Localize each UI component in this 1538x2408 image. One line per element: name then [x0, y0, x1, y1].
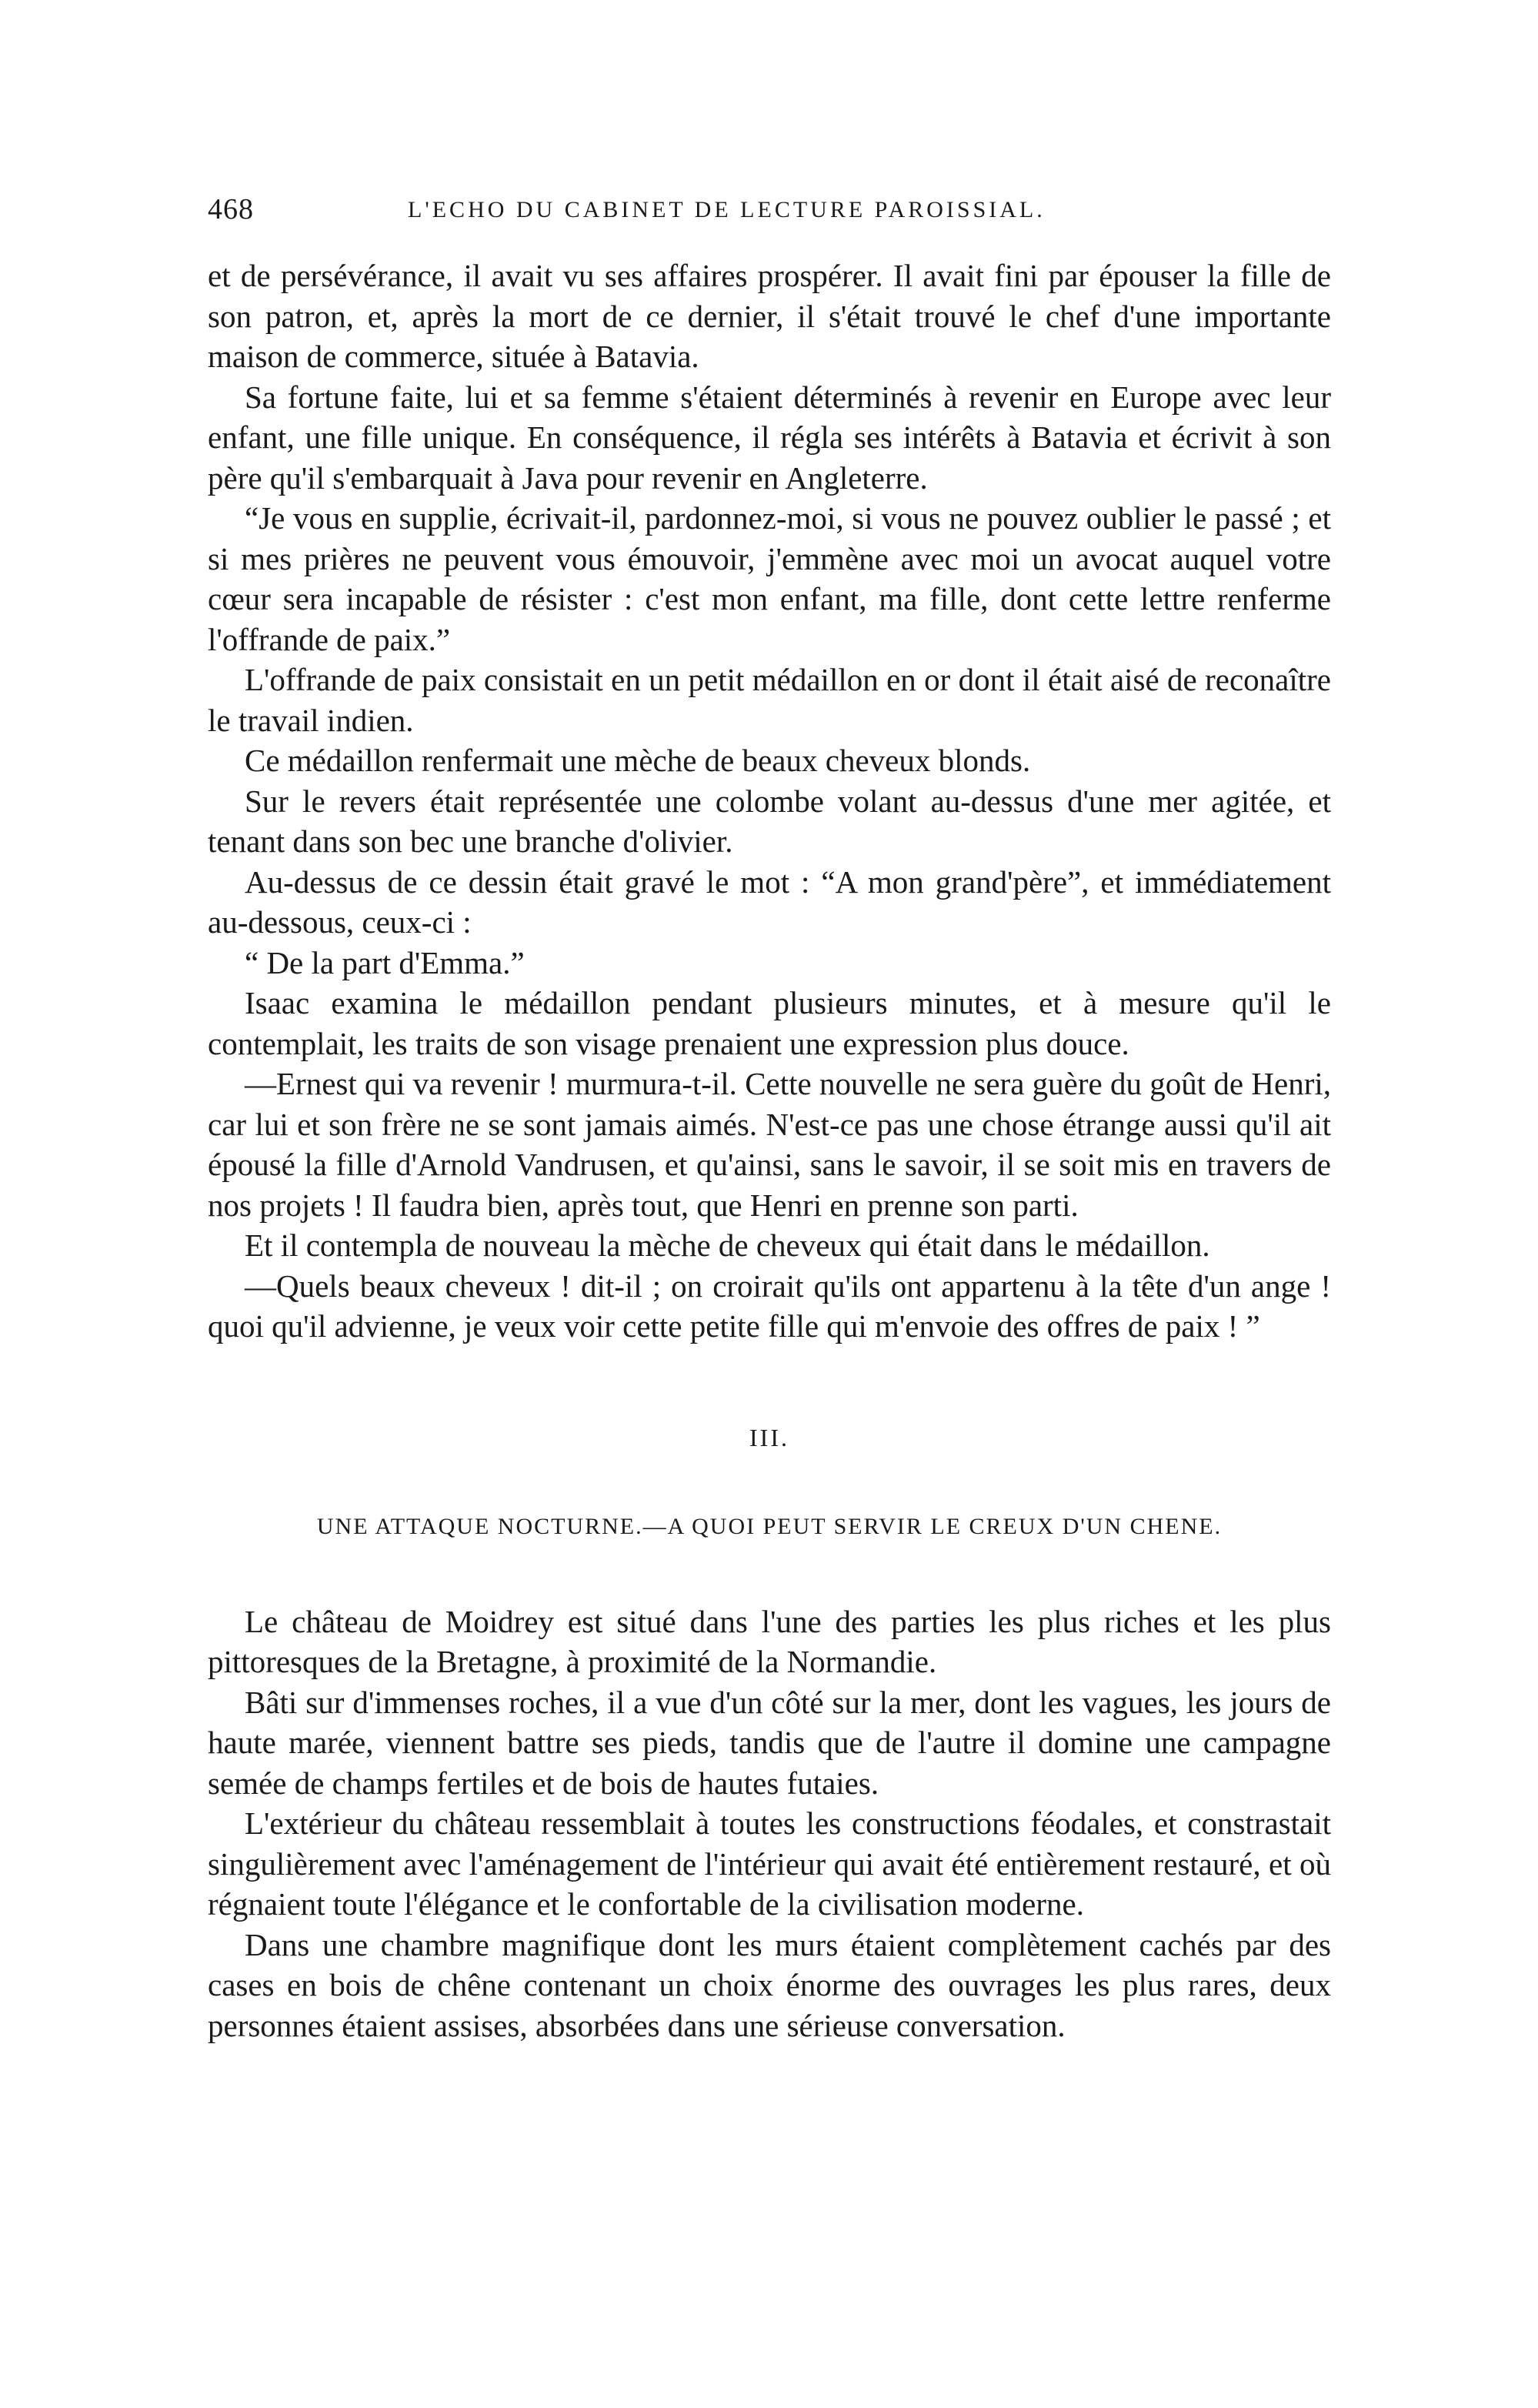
paragraph: et de persévérance, il avait vu ses affaires prospérer. Il avait fini par épouser la fille de son patron, et, après la mort de ce dernier, il s'était trouvé le chef d'une importante maison de commerce, située à Batavia.	[208, 258, 1331, 374]
paragraph: Dans une chambre magnifique dont les murs étaient complètement cachés par des cases en bois de chêne contenant un choix énorme des ouvrages les plus rares, deux personnes étaient assises, absorbées dans une sérieuse conversation.	[208, 1926, 1331, 2043]
paragraph: Bâti sur d'immenses roches, il a vue d'un côté sur la mer, dont les vagues, les jours de haute marée, viennent battre ses pieds, tandis que de l'autre il domine une campagne semée de champs fertiles et de bois de hautes futaies.	[208, 1684, 1331, 1801]
paragraph: Sa fortune faite, lui et sa femme s'étaient déterminés à revenir en Europe avec leur enfant, une fille unique. En conséquence, il régla ses intérêts à Batavia et écrivit à son père qu'il s'embarquait à Java pour revenir en Angleterre.	[208, 379, 1331, 496]
paragraph: L'offrande de paix consistait en un petit médaillon en or dont il était aisé de reconaître le travail indien.	[208, 662, 1331, 738]
section-number: III.	[749, 1423, 789, 1451]
text-block-part1	[208, 255, 1331, 1347]
paragraph: Sur le revers était représentée une colombe volant au-dessus d'une mer agitée, et tenant dans son bec une branche d'olivier.	[208, 783, 1331, 859]
running-title: L'ECHO DU CABINET DE LECTURE PAROISSIAL.	[408, 197, 1046, 222]
paragraph: Ce médaillon renfermait une mèche de beaux cheveux blonds.	[245, 743, 1031, 778]
paragraph: —Quels beaux cheveux ! dit-il ; on croirait qu'ils ont appartenu à la tête d'un ange ! quoi qu'il advienne, je veux voir cette petite fille qui m'envoie des offres de paix ! ”	[208, 1267, 1331, 1344]
running-head	[208, 192, 1331, 239]
paragraph: Au-dessus de ce dessin était gravé le mot : “A mon grand'père”, et immédiatement au-dessous, ceux-ci :	[208, 863, 1331, 940]
paragraph: L'extérieur du château ressemblait à toutes les constructions féodales, et constrastait singulièrement avec l'aménagement de l'intérieur qui avait été entièrement restauré, et où régnaient toute l'élégance et le confortable de la civilisation moderne.	[208, 1805, 1331, 1922]
text-block-part2	[208, 1601, 1331, 2046]
paragraph: Le château de Moidrey est situé dans l'une des parties les plus riches et les plus pittoresques de la Bretagne, à proximité de la Normandie.	[208, 1603, 1331, 1679]
page-number: 468	[208, 193, 254, 225]
paragraph: “Je vous en supplie, écrivait-il, pardonnez-moi, si vous ne pouvez oublier le passé ; et si mes prières ne peuvent vous émouvoir, j'emmène avec moi un avocat auquel votre cœur sera incapable de résister : c'est mon enfant, ma fille, dont cette lettre renferme l'offrande de paix.”	[208, 500, 1331, 657]
paragraph: Et il contempla de nouveau la mèche de cheveux qui était dans le médaillon.	[245, 1227, 1210, 1263]
book-page	[208, 192, 1331, 2046]
paragraph: “ De la part d'Emma.”	[245, 944, 525, 980]
section-title: UNE ATTAQUE NOCTURNE.—A QUOI PEUT SERVIR LE CREUX D'UN CHENE.	[316, 1513, 1223, 1539]
paragraph: Isaac examina le médaillon pendant plusieurs minutes, et à mesure qu'il le contemplait, les traits de son visage prenaient une expression plus douce.	[208, 985, 1331, 1061]
paragraph: —Ernest qui va revenir ! murmura-t-il. Cette nouvelle ne sera guère du goût de Henri, car lui et son frère ne se sont jamais aimés. N'est-ce pas une chose étrange aussi qu'il ait épousé la fille d'Arnold Vandrusen, et qu'ainsi, sans le savoir, il se soit mis en travers de nos projets ! Il faudra bien, après tout, que Henri en prenne son parti.	[208, 1066, 1331, 1223]
